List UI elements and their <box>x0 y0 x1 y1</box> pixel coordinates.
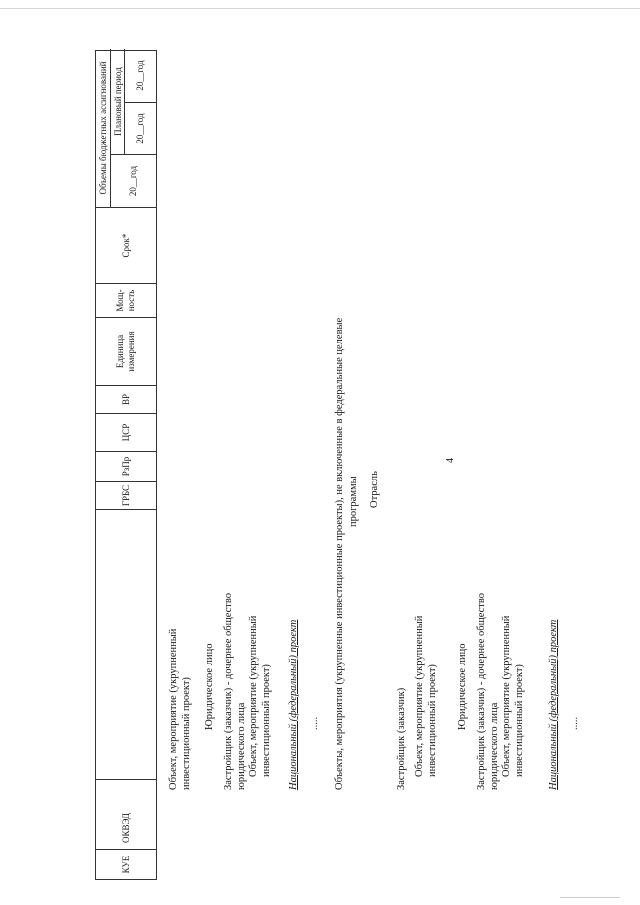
s2-developer-sub-line2: юридического лица <box>489 702 500 790</box>
plan-period <box>111 49 156 154</box>
s2-object-b-line2: инвестиционный проект) <box>514 664 525 777</box>
header-vr: ВР <box>96 386 156 414</box>
s2-developer: Застройщик (заказчик) <box>396 687 407 790</box>
header-kue: КУЕ <box>96 850 156 880</box>
header-okved: ОКВЭД <box>96 780 156 850</box>
s2-legal-entity: Юридическое лицо <box>457 643 468 730</box>
header-capacity: Мощ- ность <box>96 284 156 318</box>
header-term: Срок* <box>96 208 156 284</box>
s2-title-line2: программы <box>348 476 359 527</box>
s2-object-b-line1: Объект, мероприятие (укрупненный <box>501 615 512 777</box>
s1-developer-sub-line2: юридического лица <box>236 702 247 790</box>
s1-object-b-line2: инвестиционный проект) <box>261 664 272 777</box>
bottom-mark <box>560 897 620 898</box>
header-csr: ЦСР <box>96 414 156 452</box>
s1-object-line1: Объект, мероприятие (укрупненный <box>168 628 179 790</box>
volumes-year-1: 20__год <box>111 154 156 207</box>
plan-year-2: 20__год <box>125 102 156 154</box>
s1-ellipsis: ..... <box>309 716 320 730</box>
header-rzpr: РзПр <box>96 452 156 482</box>
rotated-page-content <box>95 50 615 880</box>
table-header <box>95 50 157 880</box>
top-rule <box>0 8 640 9</box>
plan-year-3: 20__год <box>135 60 145 91</box>
page-number: 4 <box>445 458 456 463</box>
s1-object-b-line1: Объект, мероприятие (укрупненный <box>248 615 259 777</box>
s2-developer-sub-line1: Застройщик (заказчик) - дочернее общество <box>476 593 487 790</box>
plan-period-title: Плановый период <box>111 49 125 154</box>
header-unit: Единица измерения <box>96 318 156 386</box>
s2-object-line1: Объект, мероприятие (укрупненный <box>414 615 425 777</box>
header-name-column <box>96 510 156 780</box>
volumes-title: Объемы бюджетных ассигнований <box>96 49 111 207</box>
s2-ellipsis: ..... <box>569 716 580 730</box>
s1-developer-sub-line1: Застройщик (заказчик) - дочернее общество <box>223 593 234 790</box>
s2-national-project: Национальный (федеральный) проект <box>548 619 559 790</box>
header-grbs: ГРБС <box>96 482 156 510</box>
s1-legal-entity: Юридическое лицо <box>204 643 215 730</box>
header-volumes <box>96 50 156 208</box>
s2-object-line2: инвестиционный проект) <box>427 664 438 777</box>
s1-object-line2: инвестиционный проект) <box>181 677 192 790</box>
s1-national-project: Национальный (федеральный) проект <box>288 619 299 790</box>
s2-industry: Отрасль <box>369 471 380 508</box>
s2-title-line1: Объекты, мероприятия (укрупненные инвестиционные проекты), не включенные в федеральные целевые <box>334 317 345 790</box>
